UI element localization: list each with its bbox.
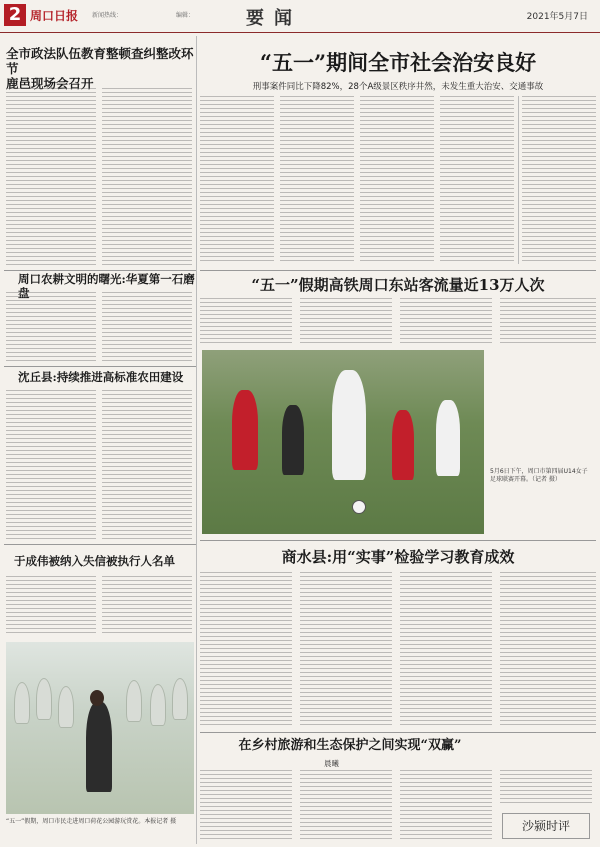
left-column [4, 36, 197, 844]
football [352, 500, 366, 514]
divider [4, 544, 196, 545]
article1-headline[interactable] [6, 46, 194, 91]
second-text-col3 [400, 298, 492, 346]
lead-headline[interactable]: “五一”期间全市社会治安良好 [259, 50, 537, 75]
fourth-text-col4 [500, 770, 592, 806]
fourth-text-col1 [200, 770, 292, 842]
third-text-col3 [400, 572, 492, 726]
second-text-col1 [200, 298, 292, 346]
player-red [392, 410, 414, 480]
football-photo-caption: 5月6日下午，周口市第四届U14女子足球联赛开幕。（记者 摄） [490, 468, 588, 483]
article2-headline[interactable]: 周口农耕文明的曙光:华夏第一石磨盘 [18, 272, 195, 300]
paper-name: 周口日报 [30, 9, 79, 23]
third-text-col1 [200, 572, 292, 726]
fourth-byline: 晨曦 [324, 759, 339, 768]
second-text-col4 [500, 298, 596, 346]
divider [4, 270, 196, 271]
lead-text-col3 [360, 96, 434, 264]
masthead-info-left: 新闻热线： [92, 12, 123, 19]
article3-text-col1 [6, 390, 96, 540]
article1-text-col2 [102, 88, 192, 266]
article4-headline[interactable]: 于成伟被纳入失信被执行人名单 [14, 554, 175, 568]
football-photo [202, 350, 484, 534]
article1-title-line1: 全市政法队伍教育整顿查纠整改环节 [6, 46, 194, 76]
fourth-text-col3 [400, 770, 492, 842]
page-number: 2 [4, 4, 26, 26]
player-dark [282, 405, 304, 475]
lead-text-col1 [200, 96, 274, 264]
issue-date: 2021年5月7日 [526, 12, 588, 22]
article4-text-col1 [6, 576, 96, 636]
orchard-photo-caption: “五一”假期，周口市民走进周口荷花公园游玩赏花。本报记者 摄 [6, 818, 177, 825]
article4-text-col2 [102, 576, 192, 636]
player-white [436, 400, 460, 476]
sidebar-text [522, 96, 596, 264]
article1-title-line2: 鹿邑现场会召开 [6, 76, 94, 91]
player-white [332, 370, 366, 480]
lead-text-col2 [280, 96, 354, 264]
lead-text-col4 [440, 96, 514, 264]
article3-headline[interactable]: 沈丘县:持续推进高标准农田建设 [18, 370, 184, 384]
masthead-info-mid: 编辑： [176, 12, 195, 19]
divider [4, 366, 196, 367]
lead-subtitle: 刑事案件同比下降82%，28个A级景区秩序井然，未发生重大治安、交通事故 [252, 82, 544, 92]
article2-text-col2 [102, 292, 192, 362]
third-text-col4 [500, 572, 596, 726]
fourth-text-col2 [300, 770, 392, 842]
section-title: 要闻 [246, 8, 302, 29]
article2-text-col1 [6, 292, 96, 362]
article1-text-col1 [6, 88, 96, 266]
person-figure [86, 702, 112, 792]
third-text-col2 [300, 572, 392, 726]
column-tag: 沙颍时评 [502, 813, 590, 839]
second-text-col2 [300, 298, 392, 346]
fourth-headline[interactable]: 在乡村旅游和生态保护之间实现“双赢” [238, 738, 462, 753]
masthead [0, 0, 600, 33]
third-headline[interactable]: 商水县:用“实事”检验学习教育成效 [281, 548, 515, 566]
player-red [232, 390, 258, 470]
article3-text-col2 [102, 390, 192, 540]
orchard-photo [6, 642, 194, 814]
second-headline[interactable]: “五一”假期高铁周口东站客流量近13万人次 [251, 276, 545, 294]
